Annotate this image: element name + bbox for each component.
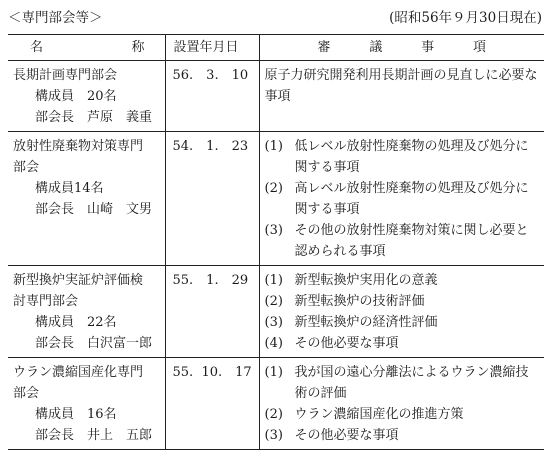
header-items-char: 項 bbox=[472, 40, 486, 55]
header-items-char: 事 bbox=[421, 40, 435, 55]
deliberation-item bbox=[265, 178, 541, 220]
committee-table bbox=[8, 34, 544, 450]
deliberation-item bbox=[265, 362, 541, 404]
item-number: (4) bbox=[264, 336, 283, 351]
header-name-char: 称 bbox=[131, 40, 145, 55]
table-header-row bbox=[8, 35, 544, 61]
header-deliberation-items bbox=[259, 35, 544, 61]
established-date: 56. 3. 10 bbox=[172, 68, 249, 83]
established-date-cell bbox=[165, 61, 259, 132]
item-text: その他の放射性廃棄物対策に関し必要と認められる事項 bbox=[294, 223, 529, 259]
table-row bbox=[8, 61, 544, 132]
deliberation-item bbox=[265, 220, 541, 262]
established-date: 55. 10. 17 bbox=[172, 365, 252, 380]
item-text: 低レベル放射性廃棄物の処理及び処分に関する事項 bbox=[294, 139, 529, 175]
deliberation-item: 原子力研究開発利用長期計画の見直しに必要な事項 bbox=[264, 68, 538, 104]
item-number: (3) bbox=[264, 428, 283, 443]
item-number: (3) bbox=[264, 223, 283, 238]
deliberation-items-cell bbox=[259, 132, 544, 266]
committee-name-cell bbox=[8, 61, 165, 132]
member-count: 構成員 22名 bbox=[35, 315, 117, 330]
deliberation-item bbox=[265, 136, 541, 178]
deliberation-item bbox=[265, 312, 541, 333]
deliberation-item bbox=[265, 333, 541, 354]
committee-name: 部会 bbox=[13, 386, 40, 401]
deliberation-item bbox=[265, 270, 541, 291]
header-items-char: 議 bbox=[369, 40, 383, 55]
committee-name-cell bbox=[8, 358, 165, 450]
item-text: ウラン濃縮国産化の推進方策 bbox=[294, 407, 464, 422]
established-date-cell bbox=[165, 266, 259, 358]
established-date: 55. 1. 29 bbox=[172, 273, 249, 288]
item-text: 新型転換炉の経済性評価 bbox=[294, 315, 438, 330]
deliberation-item bbox=[265, 425, 541, 446]
committee-name-cell bbox=[8, 266, 165, 358]
item-text: 新型転換炉の技術評価 bbox=[294, 294, 425, 309]
established-date: 54. 1. 23 bbox=[172, 139, 249, 154]
committee-name: ウラン濃縮国産化専門 bbox=[13, 365, 144, 380]
header-name-char: 名 bbox=[30, 40, 44, 55]
item-number: (3) bbox=[264, 315, 283, 330]
chairperson: 部会長 芦原 義重 bbox=[35, 110, 153, 125]
item-number: (2) bbox=[264, 294, 283, 309]
member-count: 構成員 20名 bbox=[35, 89, 117, 104]
committee-name: 討専門部会 bbox=[13, 294, 79, 309]
item-number: (2) bbox=[264, 181, 283, 196]
member-count: 構成員14名 bbox=[35, 181, 104, 196]
header-established-date bbox=[165, 35, 259, 61]
chairperson: 部会長 井上 五郎 bbox=[35, 428, 153, 443]
item-number: (1) bbox=[264, 139, 283, 154]
committee-name: 放射性廃棄物対策専門 bbox=[13, 139, 144, 154]
chairperson: 部会長 白沢富一郎 bbox=[35, 336, 153, 351]
item-text: 新型転換炉実用化の意義 bbox=[294, 273, 438, 288]
item-text: 高レベル放射性廃棄物の処理及び処分に関する事項 bbox=[294, 181, 529, 217]
header-items-char: 審 bbox=[317, 40, 331, 55]
committee-name-cell bbox=[8, 132, 165, 266]
deliberation-items-cell bbox=[259, 266, 544, 358]
deliberation-items-cell bbox=[259, 358, 544, 450]
item-number: (1) bbox=[264, 273, 283, 288]
section-title: ＜専門部会等＞ bbox=[8, 10, 103, 26]
deliberation-items-cell bbox=[259, 61, 544, 132]
as-of-date: (昭和56年９月30日現在) bbox=[389, 10, 542, 26]
item-number: (2) bbox=[264, 407, 283, 422]
item-text: 我が国の遠心分離法によるウラン濃縮技術の評価 bbox=[294, 365, 529, 401]
committee-name: 長期計画専門部会 bbox=[13, 68, 118, 83]
header-established-date-label: 設置年月日 bbox=[173, 40, 239, 55]
item-text: その他必要な事項 bbox=[294, 336, 399, 351]
deliberation-item bbox=[265, 404, 541, 425]
committee-name: 新型換炉実証炉評価検 bbox=[13, 273, 144, 288]
member-count: 構成員 16名 bbox=[35, 407, 117, 422]
established-date-cell bbox=[165, 132, 259, 266]
item-text: その他必要な事項 bbox=[294, 428, 399, 443]
committee-name: 部会 bbox=[13, 160, 40, 175]
table-row bbox=[8, 132, 544, 266]
deliberation-item bbox=[265, 291, 541, 312]
established-date-cell bbox=[165, 358, 259, 450]
table-row bbox=[8, 266, 544, 358]
chairperson: 部会長 山崎 文男 bbox=[35, 202, 153, 217]
item-number: (1) bbox=[264, 365, 283, 380]
header-name bbox=[8, 35, 165, 61]
table-row bbox=[8, 358, 544, 450]
